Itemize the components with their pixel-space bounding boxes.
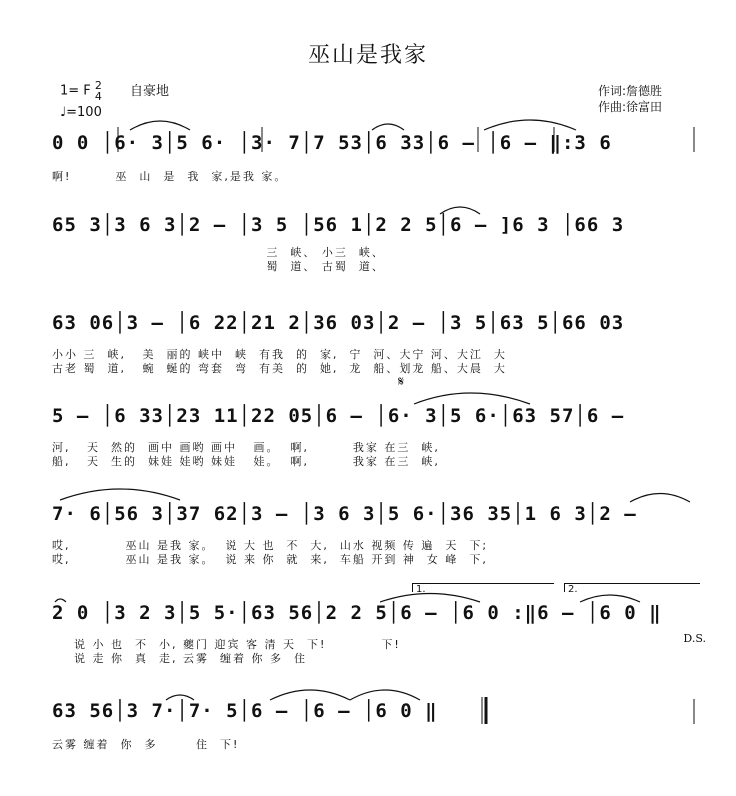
tie-arc: [372, 124, 404, 130]
lyrics-line-6b: 说 走 你 真 走, 云雾 缠着 你 多 住: [52, 652, 307, 665]
lyrics-line-2a: 三 峡、 小三 峡、: [52, 246, 385, 259]
song-title: 巫山是我家: [307, 43, 428, 68]
tie-arc: [130, 121, 190, 130]
notes-line-5: 7· 6│56 3│37 62│3 – │3 6 3│5 6·│36 35│1 6 3│2 –: [52, 503, 637, 525]
score-line-6: [0, 602, 736, 698]
time-denominator: 4: [94, 90, 102, 103]
lyrics-line-4b: 船, 天 生的 妹娃 娃哟 妹娃 娃。 啊, 我家 在三 峡,: [52, 455, 440, 468]
lyrics-line-5a: 哎, 巫山 是我 家。 说 大 也 不 大, 山水 视频 传 遍 天 下;: [52, 539, 489, 552]
lyrics-line-7a: 云雾 缠着 你 多 住 下!: [52, 738, 240, 751]
lyrics-line-3a: 小小 三 峡, 美 丽的 峡中 峡 有我 的 家, 宁 河、大宁 河、大江 大: [52, 348, 507, 361]
volta-2: 2.: [564, 583, 700, 592]
key-label: 1= F: [60, 83, 91, 99]
notes-line-6: 2 0 │3 2 3│5 5·│63 56│2 2 5│6 – │6 0 :‖6 – │6 0 ‖: [52, 602, 662, 624]
lyrics-line-2b: 蜀 道、 古蜀 道、: [52, 260, 385, 273]
volta-1: 1.: [412, 583, 554, 592]
lyrics-line-5b: 哎, 巫山 是我 家。 说 来 你 就 来, 车船 开到 神 女 峰 下,: [52, 553, 488, 566]
dal-segno-mark: D.S.: [683, 632, 706, 645]
notes-line-7: 63 56│3 7·│7· 5│6 – │6 – │6 0 ‖: [52, 700, 438, 722]
notes-line-3: 63 06│3 – │6 22│21 2│36 03│2 – │3 5│63 5│66 03: [52, 312, 625, 334]
expression-mark: 自豪地: [130, 84, 170, 99]
notes-line-4: 5 – │6 33│23 11│22 05│6 – │6· 3│5 6·│63 57│6 –: [52, 405, 625, 427]
score-line-7: [0, 700, 736, 796]
composer: 作曲:徐富田: [598, 100, 663, 114]
lyrics-line-1a: 啊! 巫 山 是 我 家,是我 家。: [52, 170, 288, 183]
time-numerator: 2: [94, 79, 102, 92]
lyrics-line-3b: 古老 蜀 道, 蜿 蜒的 弯套 弯 有美 的 她, 龙 船、划龙 船、大晨 大: [52, 362, 507, 375]
notes-line-2: 65 3│3 6 3│2 – │3 5 │56 1│2 2 5│6 – ]6 3 │66 3: [52, 214, 625, 236]
score-line-2: [0, 214, 736, 310]
tie-arc: [484, 120, 576, 130]
lyricist: 作词:詹德胜: [598, 84, 663, 98]
key-signature: [60, 80, 102, 102]
score-line-4: [0, 405, 736, 501]
lyrics-line-4a: 河, 天 然的 画中 画哟 画中 画。 啊, 我家 在三 峡,: [52, 441, 440, 454]
segno-sign: 𝄋: [398, 374, 405, 390]
tempo-mark: ♩=100: [60, 105, 102, 120]
notes-line-1: 0 0 │6· 3│5 6· │3· 7│7 53│6 33│6 – │6 – ‖:3 6: [52, 132, 612, 154]
lyrics-line-6a: 说 小 也 不 小, 夔门 迎宾 客 清 天 下! 下!: [52, 638, 401, 651]
score-line-3: [0, 312, 736, 408]
